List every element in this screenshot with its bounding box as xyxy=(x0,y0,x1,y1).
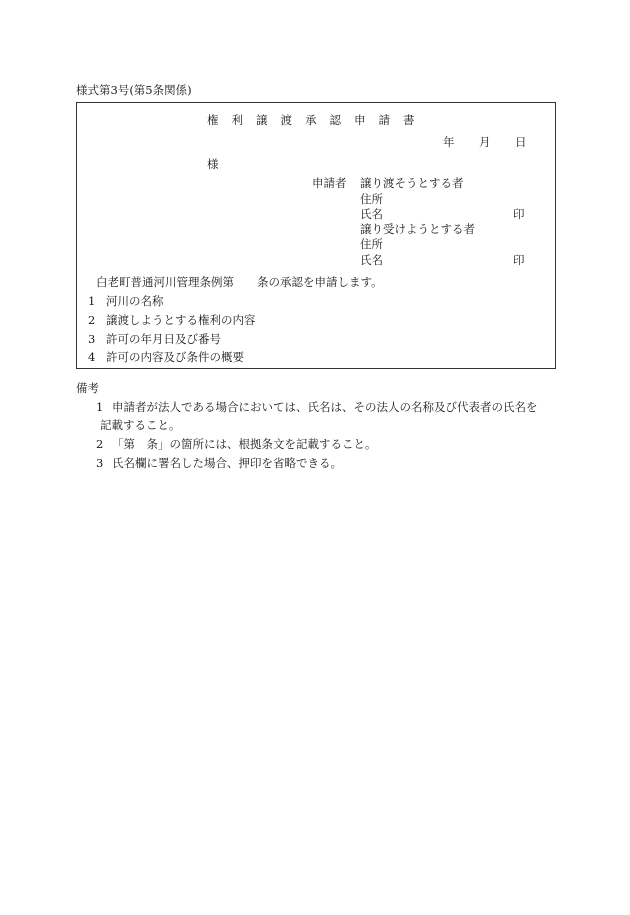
applicant-label: 申請者 xyxy=(312,176,347,190)
item-text: 河川の名称 xyxy=(106,294,164,308)
date-year: 年 xyxy=(443,135,455,149)
transferee-seal-mark: 印 xyxy=(513,253,525,267)
transferor-name-label: 氏名 xyxy=(360,207,383,221)
note-number: 2 xyxy=(96,437,104,451)
item-number: 4 xyxy=(88,350,96,364)
date-day: 日 xyxy=(515,135,527,149)
transferor-address-label: 住所 xyxy=(360,192,383,206)
transferee-name-label: 氏名 xyxy=(360,253,383,267)
item-number: 3 xyxy=(88,332,96,346)
note-number: 1 xyxy=(96,400,104,414)
request-statement: 白老町普通河川管理条例第 条の承認を申請します。 xyxy=(96,275,383,289)
form-number-label: 様式第3号(第5条関係) xyxy=(76,83,192,97)
item-text: 譲渡しようとする権利の内容 xyxy=(106,313,256,327)
transferee-address-label: 住所 xyxy=(360,237,383,251)
note-text: 申請者が法人である場合においては、氏名は、その法人の名称及び代表者の氏名を xyxy=(112,400,538,414)
transferor-seal-mark: 印 xyxy=(513,207,525,221)
date-month: 月 xyxy=(479,135,491,149)
note-text-continued: 記載すること。 xyxy=(100,418,181,432)
notes-heading: 備考 xyxy=(76,381,99,395)
addressee-suffix: 様 xyxy=(207,157,219,171)
item-text: 許可の年月日及び番号 xyxy=(106,332,221,346)
transferee-heading: 譲り受けようとする者 xyxy=(360,222,475,236)
note-number: 3 xyxy=(96,456,104,470)
note-text: 「第 条」の箇所には、根拠条文を記載すること。 xyxy=(112,437,377,451)
item-number: 1 xyxy=(88,294,96,308)
note-text: 氏名欄に署名した場合、押印を省略できる。 xyxy=(112,456,342,470)
item-number: 2 xyxy=(88,313,96,327)
item-text: 許可の内容及び条件の概要 xyxy=(106,350,244,364)
form-title: 権利譲渡承認申請書 xyxy=(207,113,428,127)
transferor-heading: 譲り渡そうとする者 xyxy=(360,176,464,190)
